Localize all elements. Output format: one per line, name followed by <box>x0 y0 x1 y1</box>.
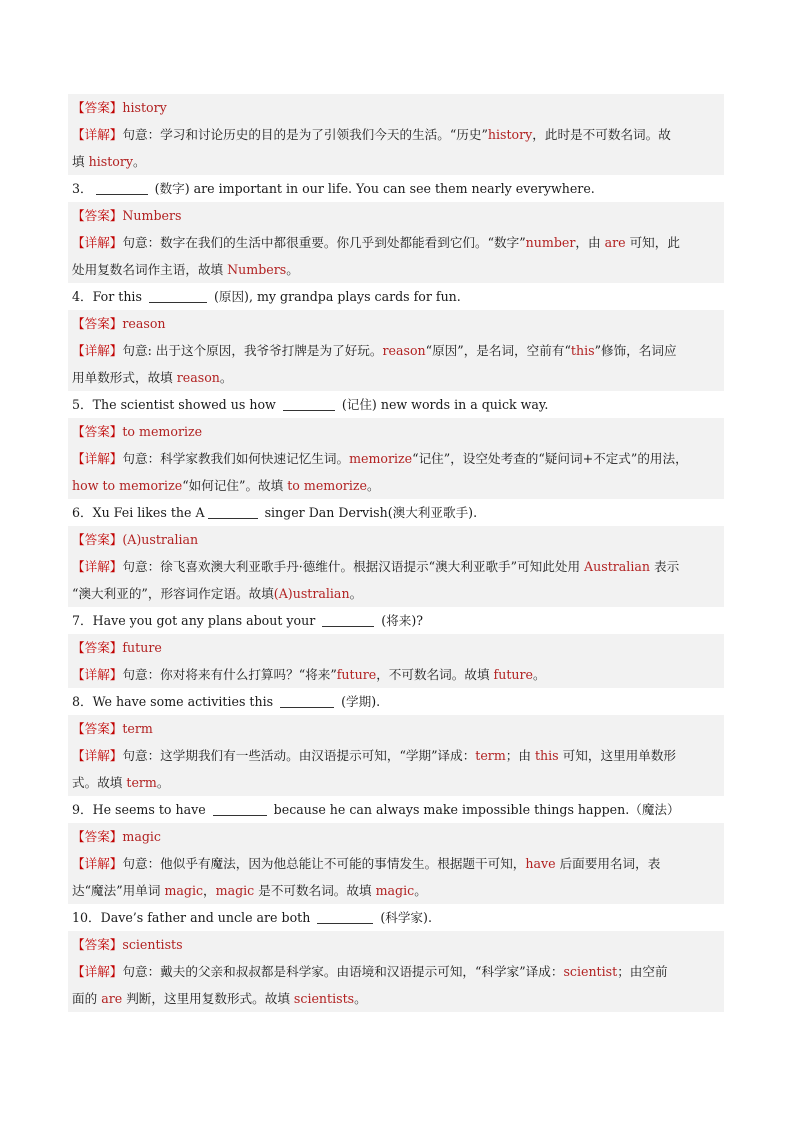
explanation-text: 。 <box>414 883 427 898</box>
question-text: (原因), my grandpa plays cards for fun. <box>209 289 461 304</box>
answer-text: term <box>122 721 153 736</box>
answer-text: (A)ustralian <box>122 532 199 547</box>
question-line <box>68 175 724 202</box>
explanation-text: 句意：你对将来有什么打算吗？“将来” <box>122 667 337 682</box>
answer-blank[interactable] <box>149 289 207 303</box>
answer-tag: 【答案】 <box>72 532 123 547</box>
highlighted-term: future <box>493 667 533 682</box>
explanation-text: 。 <box>219 370 233 385</box>
detail-line <box>68 958 724 985</box>
explanation-text: 句意：戴夫的父亲和叔叔都是科学家。由语境和汉语提示可知，“科学家”译成： <box>122 964 564 979</box>
question-text: (记住) new words in a quick way. <box>337 397 549 412</box>
answer-text: history <box>122 100 167 115</box>
answer-line <box>68 715 724 742</box>
answer-block <box>68 418 724 499</box>
detail-line <box>68 877 724 904</box>
highlighted-term: history <box>88 154 133 169</box>
answer-tag: 【答案】 <box>72 640 123 655</box>
question-line <box>68 499 724 526</box>
detail-line <box>68 580 724 607</box>
explanation-text: 后面要用名词，表 <box>555 856 661 871</box>
highlighted-term: Numbers <box>227 262 287 277</box>
highlighted-term: magic <box>375 883 415 898</box>
explanation-text: 。 <box>366 478 380 493</box>
explanation-text: 表示 <box>649 559 680 574</box>
detail-tag: 【详解】 <box>72 856 123 871</box>
question-text: (科学家). <box>376 910 432 925</box>
detail-line <box>68 850 724 877</box>
question-text: because he can always make impossible things happen.（魔法） <box>269 802 680 817</box>
question-text: singer Dan Dervish(澳大利亚歌手). <box>260 505 478 520</box>
explanation-text: 用单数形式，故填 <box>72 370 177 385</box>
explanation-text: ，由 <box>575 235 605 250</box>
answer-text: reason <box>122 316 166 331</box>
detail-line <box>68 337 724 364</box>
highlighted-term: have <box>525 856 556 871</box>
answer-block <box>68 715 724 796</box>
highlighted-term: are <box>101 991 123 1006</box>
answer-line <box>68 931 724 958</box>
highlighted-term: (A)ustralian <box>273 586 350 601</box>
explanation-text: ， <box>203 883 216 898</box>
answer-tag: 【答案】 <box>72 721 123 736</box>
detail-tag: 【详解】 <box>72 667 123 682</box>
highlighted-term: scientist <box>563 964 618 979</box>
answer-block <box>68 202 724 283</box>
explanation-text: ；由空前 <box>617 964 668 979</box>
explanation-text: 。 <box>156 775 170 790</box>
explanation-text: 句意：徐飞喜欢澳大利亚歌手丹·德维什。根据汉语提示“澳大利亚歌手”可知此处用 <box>122 559 585 574</box>
answer-blank[interactable] <box>280 694 334 708</box>
explanation-text: “原因”，是名词，空前有“ <box>425 343 571 358</box>
explanation-text: 。 <box>532 667 546 682</box>
detail-line <box>68 364 724 391</box>
explanation-text: 句意：数字在我们的生活中都很重要。你几乎到处都能看到它们。“数字” <box>122 235 526 250</box>
question-text: 9．He seems to have <box>72 802 210 817</box>
detail-line <box>68 985 724 1012</box>
question-text: (数字) are important in our life. You can see them nearly everywhere. <box>150 181 595 196</box>
highlighted-term: history <box>487 127 533 142</box>
answer-tag: 【答案】 <box>72 829 123 844</box>
explanation-text: 是不可数名词。故填 <box>254 883 376 898</box>
highlighted-term: future <box>336 667 377 682</box>
explanation-text: 填 <box>72 154 89 169</box>
explanation-text: ”修饰，名词应 <box>594 343 677 358</box>
explanation-text: ，不可数名词。故填 <box>376 667 494 682</box>
detail-tag: 【详解】 <box>72 127 123 142</box>
explanation-text: 。 <box>354 991 367 1006</box>
answer-text: to memorize <box>122 424 203 439</box>
answer-tag: 【答案】 <box>72 424 123 439</box>
answer-blank[interactable] <box>322 613 374 627</box>
answer-line <box>68 418 724 445</box>
explanation-text: 处用复数名词作主语，故填 <box>72 262 228 277</box>
question-text: 10．Dave’s father and uncle are both <box>72 910 315 925</box>
question-text: 4．For this <box>72 289 146 304</box>
detail-line <box>68 148 724 175</box>
explanation-text: ，此时是不可数名词。故 <box>532 127 671 142</box>
question-line <box>68 283 724 310</box>
answer-tag: 【答案】 <box>72 316 123 331</box>
explanation-text: 句意：科学家教我们如何快速记忆生词。 <box>122 451 350 466</box>
highlighted-term: number <box>525 235 576 250</box>
question-line <box>68 796 724 823</box>
detail-line <box>68 445 724 472</box>
explanation-text: 可知，这里用单数形 <box>558 748 677 763</box>
explanation-text: “澳大利亚的”，形容词作定语。故填 <box>72 586 274 601</box>
answer-text: future <box>122 640 162 655</box>
answer-blank[interactable] <box>317 910 373 924</box>
worksheet-content <box>68 94 724 1012</box>
detail-line <box>68 661 724 688</box>
answer-line <box>68 634 724 661</box>
answer-block <box>68 94 724 175</box>
detail-line <box>68 553 724 580</box>
explanation-text: ；由 <box>505 748 535 763</box>
explanation-text: “记住”，设空处考查的“疑问词+不定式”的用法， <box>412 451 688 466</box>
answer-blank[interactable] <box>96 181 148 195</box>
detail-line <box>68 742 724 769</box>
detail-tag: 【详解】 <box>72 451 123 466</box>
question-line <box>68 391 724 418</box>
answer-block <box>68 634 724 688</box>
answer-block <box>68 823 724 904</box>
answer-blank[interactable] <box>208 505 258 519</box>
question-line <box>68 688 724 715</box>
answer-block <box>68 931 724 1012</box>
answer-text: scientists <box>122 937 183 952</box>
explanation-text: 句意：这学期我们有一些活动。由汉语提示可知，“学期”译成： <box>122 748 476 763</box>
highlighted-term: how to memorize <box>72 478 183 493</box>
highlighted-term: Australian <box>584 559 650 574</box>
explanation-text: 面的 <box>72 991 102 1006</box>
explanation-text: 判断，这里用复数形式。故填 <box>122 991 294 1006</box>
explanation-text: 。 <box>133 154 146 169</box>
highlighted-term: term <box>126 775 157 790</box>
answer-block <box>68 526 724 607</box>
detail-line <box>68 121 724 148</box>
highlighted-term: this <box>570 343 595 358</box>
explanation-text: 式。故填 <box>72 775 127 790</box>
highlighted-term: magic <box>164 883 204 898</box>
answer-line <box>68 823 724 850</box>
detail-tag: 【详解】 <box>72 559 123 574</box>
answer-block <box>68 310 724 391</box>
explanation-text: 可知，此 <box>625 235 680 250</box>
detail-tag: 【详解】 <box>72 964 123 979</box>
answer-blank[interactable] <box>283 397 335 411</box>
highlighted-term: this <box>534 748 559 763</box>
answer-tag: 【答案】 <box>72 208 123 223</box>
explanation-text: “如何记住”。故填 <box>182 478 288 493</box>
question-text: (将来)? <box>377 613 424 628</box>
explanation-text: 。 <box>349 586 363 601</box>
answer-line <box>68 202 724 229</box>
question-line <box>68 904 724 931</box>
question-text: (学期). <box>337 694 381 709</box>
answer-blank[interactable] <box>213 802 267 816</box>
question-text: 5．The scientist showed us how <box>72 397 280 412</box>
question-text: 6．Xu Fei likes the A <box>72 505 205 520</box>
question-text: 3． <box>72 181 93 196</box>
highlighted-term: memorize <box>349 451 413 466</box>
detail-tag: 【详解】 <box>72 235 123 250</box>
highlighted-term: magic <box>215 883 255 898</box>
answer-line <box>68 526 724 553</box>
explanation-text: 句意：学习和讨论历史的目的是为了引领我们今天的生活。“历史” <box>122 127 488 142</box>
highlighted-term: scientists <box>293 991 355 1006</box>
detail-tag: 【详解】 <box>72 343 123 358</box>
detail-line <box>68 229 724 256</box>
question-text: 7．Have you got any plans about your <box>72 613 320 628</box>
detail-line <box>68 256 724 283</box>
detail-line <box>68 769 724 796</box>
highlighted-term: are <box>604 235 626 250</box>
highlighted-term: reason <box>382 343 426 358</box>
highlighted-term: reason <box>176 370 220 385</box>
answer-line <box>68 310 724 337</box>
answer-tag: 【答案】 <box>72 100 123 115</box>
explanation-text: 句意: 出于这个原因，我爷爷打牌是为了好玩。 <box>122 343 383 358</box>
highlighted-term: term <box>475 748 506 763</box>
answer-line <box>68 94 724 121</box>
detail-line <box>68 472 724 499</box>
highlighted-term: to memorize <box>287 478 367 493</box>
answer-tag: 【答案】 <box>72 937 123 952</box>
explanation-text: 。 <box>286 262 299 277</box>
question-line <box>68 607 724 634</box>
explanation-text: 句意：他似乎有魔法，因为他总能让不可能的事情发生。根据题干可知， <box>122 856 526 871</box>
answer-text: Numbers <box>122 208 182 223</box>
answer-text: magic <box>122 829 161 844</box>
detail-tag: 【详解】 <box>72 748 123 763</box>
question-text: 8．We have some activities this <box>72 694 278 709</box>
explanation-text: 达“魔法”用单词 <box>72 883 165 898</box>
